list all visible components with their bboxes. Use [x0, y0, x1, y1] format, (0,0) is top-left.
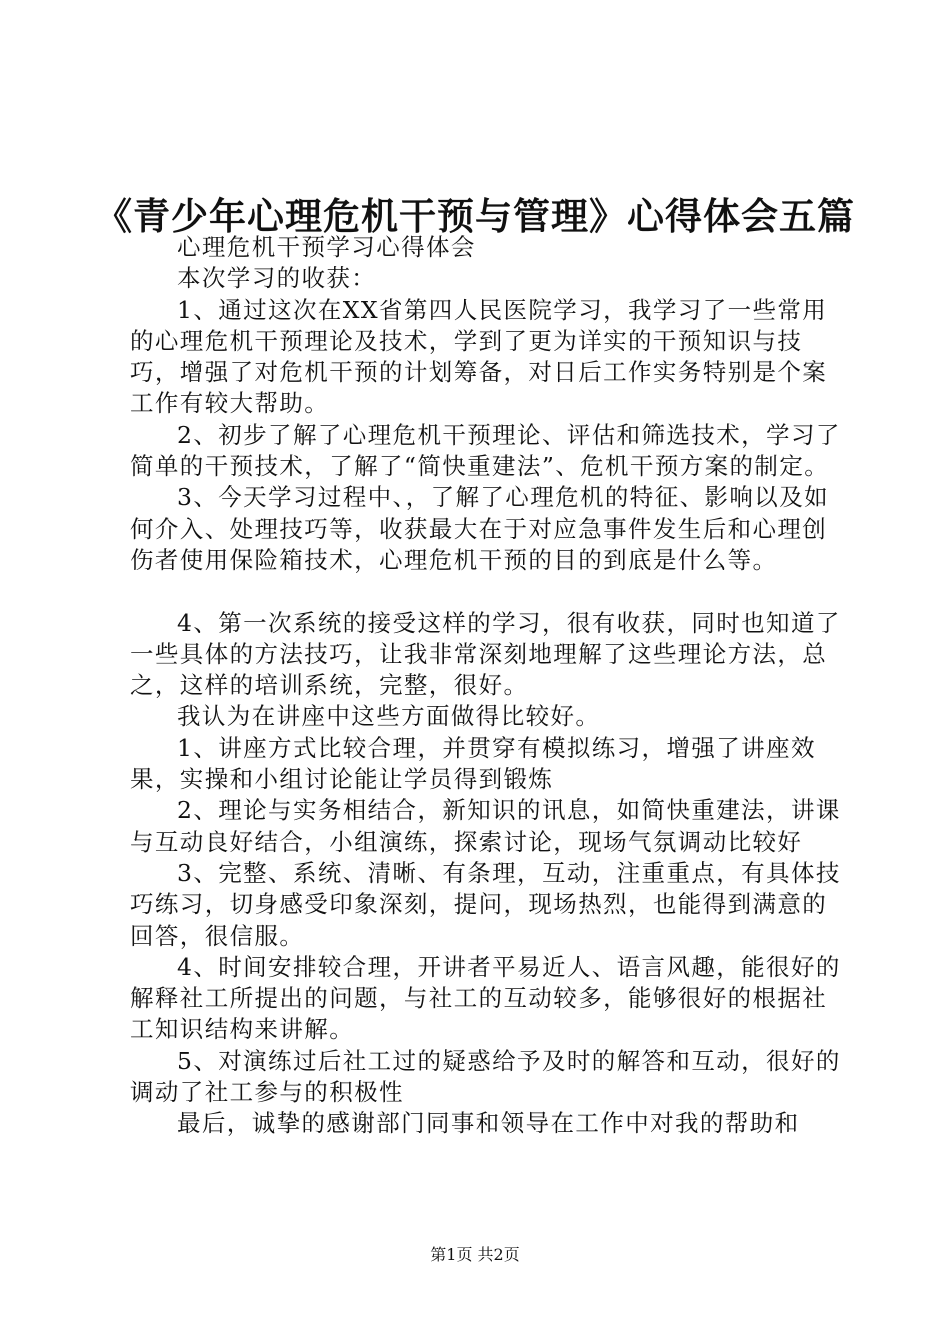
paragraph-good-aspect-4: 4、时间安排较合理，开讲者平易近人、语言风趣，能很好的解释社工所提出的问题，与社工的互动较多，能够很好的根据社工知识结构来讲解。 — [130, 952, 841, 1044]
paragraph-gain-3: 3、今天学习过程中、，了解了心理危机的特征、影响以及如何介入、处理技巧等，收获最大在于对应急事件发生后和心理创伤者使用保险箱技术，心理危机干预的目的到底是什么等。 — [130, 483, 830, 574]
paragraph-gain-2: 2、初步了解了心理危机干预理论、评估和筛选技术，学习了简单的干预技术，了解了“简快重建法”、危机干预方案的制定。 — [130, 420, 841, 481]
paragraph-good-aspect-3: 3、完整、系统、清晰、有条理，互动，注重重点，有具体技巧练习，切身感受印象深刻，提问，现场热烈，也能得到满意的回答，很信服。 — [130, 858, 841, 950]
paragraph-good-aspects-intro: 我认为在讲座中这些方面做得比较好。 — [177, 702, 601, 731]
paragraph-gain-4: 4、第一次系统的接受这样的学习，很有收获，同时也知道了一些具体的方法技巧，让我非常深刻地理解了这些理论方法，总之，这样的培训系统，完整，很好。 — [130, 608, 841, 700]
paragraph-good-aspect-5: 5、对演练过后社工过的疑惑给予及时的解答和互动，很好的调动了社工参与的积极性 — [130, 1046, 841, 1107]
paragraph-good-aspect-2: 2、理论与实务相结合，新知识的讯息，如简快重建法，讲课与互动良好结合，小组演练，探索讨论，现场气氛调动比较好 — [130, 796, 841, 856]
document-body — [130, 232, 850, 1140]
paragraph-gain-1: 1、通过这次在XX省第四人民医院学习，我学习了一些常用的心理危机干预理论及技术，学到了更为详实的干预知识与技巧，增强了对危机干预的计划筹备，对日后工作实务特别是个案工作有较大帮助。 — [130, 295, 828, 418]
paragraph-heading: 心理危机干预学习心得体会 — [177, 233, 476, 261]
document-title: 《青少年心理危机干预与管理》心得体会五篇 — [95, 194, 855, 238]
paragraph-closing: 最后，诚挚的感谢部门同事和领导在工作中对我的帮助和 — [177, 1109, 800, 1138]
paragraph-gains-intro: 本次学习的收获： — [177, 264, 377, 293]
paragraph-good-aspect-1: 1、讲座方式比较合理，并贯穿有模拟练习，增强了讲座效果，实操和小组讨论能让学员得到锻炼 — [130, 733, 816, 794]
page-footer: 第1页 共2页 — [430, 1245, 520, 1264]
paragraph-spacer — [130, 576, 850, 607]
